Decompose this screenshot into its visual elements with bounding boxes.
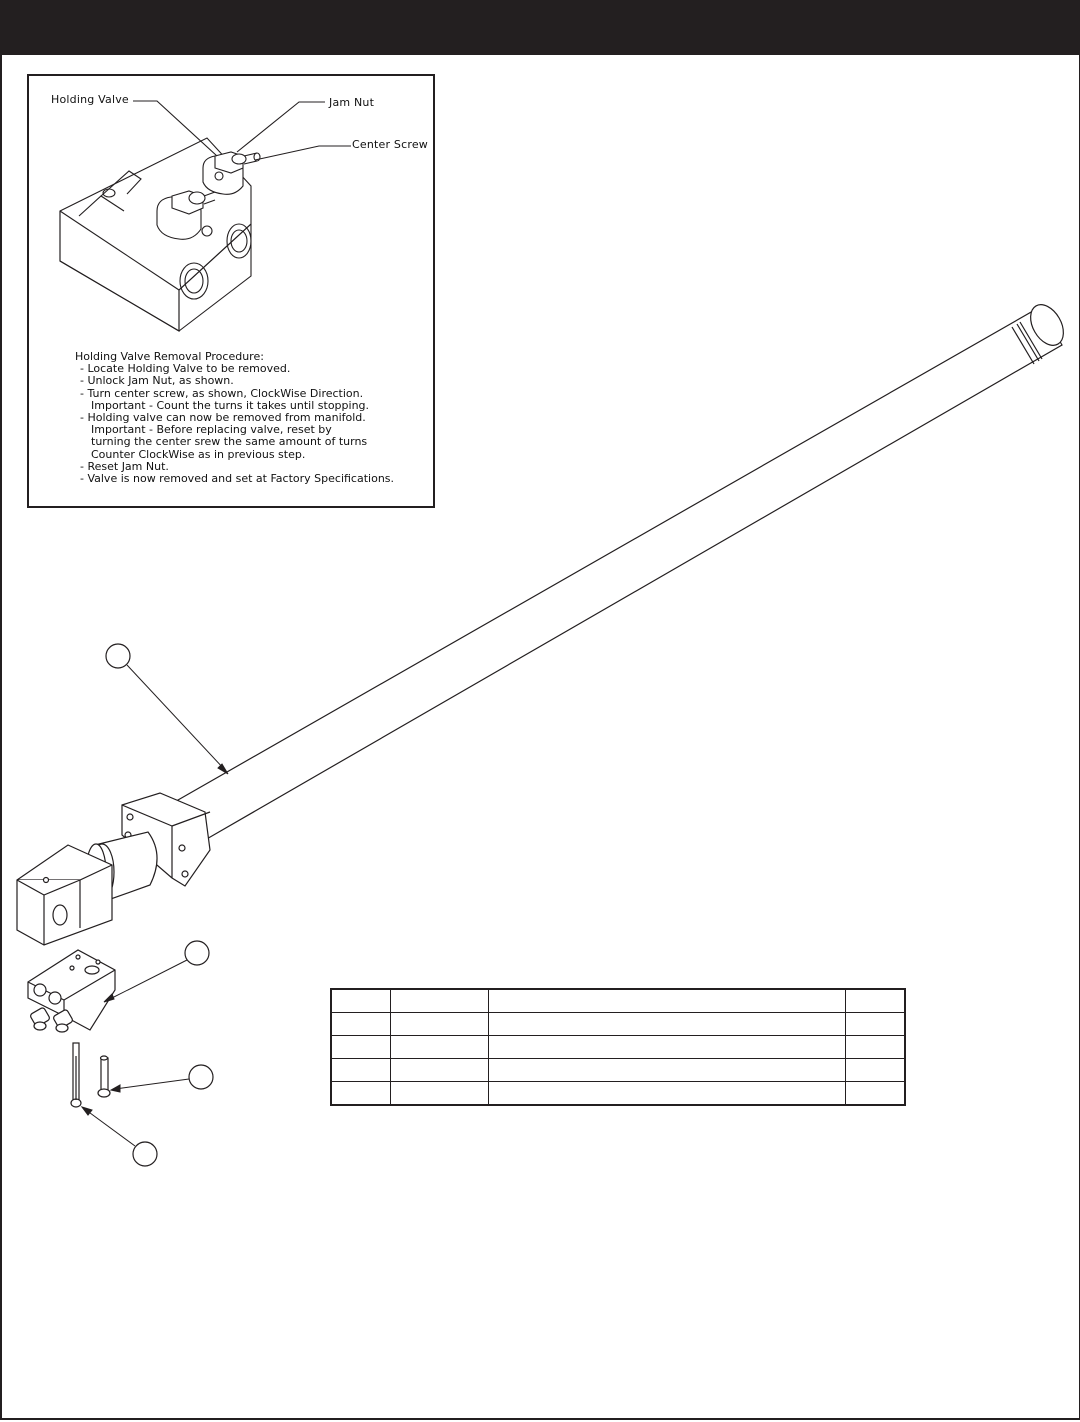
procedure-note: turning the center srew the same amount of turns	[91, 435, 368, 449]
table-cell	[488, 1059, 845, 1082]
table-cell	[390, 1082, 488, 1106]
procedure-step: - Unlock Jam Nut, as shown.	[80, 374, 234, 388]
procedure-note: Important - Count the turns it takes until stopping.	[91, 398, 370, 412]
procedure-note: Important - Before replacing valve, reset by	[91, 423, 332, 437]
table-cell	[331, 1036, 390, 1059]
table-row	[331, 1059, 905, 1082]
table-cell	[488, 1013, 845, 1036]
table-row	[331, 1082, 905, 1106]
table-cell	[845, 1082, 905, 1106]
short-bolt	[101, 1058, 108, 1091]
table-cell	[488, 989, 845, 1013]
table-row	[331, 1036, 905, 1059]
table-cell	[488, 1036, 845, 1059]
table-cell	[845, 989, 905, 1013]
table-row	[331, 1013, 905, 1036]
callout-balloon-3	[189, 1065, 213, 1089]
jam-nut-label: Jam Nut	[329, 96, 375, 109]
callout-balloon-1	[106, 644, 130, 668]
table-cell	[331, 1082, 390, 1106]
table-cell	[331, 989, 390, 1013]
procedure-title: Holding Valve Removal Procedure:	[75, 350, 264, 363]
procedure-step: - Valve is now removed and set at Factory Specifications.	[80, 472, 395, 486]
table-cell	[845, 1036, 905, 1059]
callout-balloon-2	[185, 941, 209, 965]
end-block	[17, 845, 112, 945]
table-row	[331, 989, 905, 1013]
table-cell	[390, 1013, 488, 1036]
cylinder-tube	[178, 307, 1062, 840]
parts-table	[330, 988, 906, 1106]
table-cell	[390, 1059, 488, 1082]
table-cell	[390, 1036, 488, 1059]
table-cell	[331, 1059, 390, 1082]
table-cell	[390, 989, 488, 1013]
procedure-step: - Locate Holding Valve to be removed.	[80, 362, 291, 376]
procedure-step: - Holding valve can now be removed from manifold.	[80, 411, 366, 425]
center-screw-label: Center Screw	[352, 138, 428, 151]
procedure-note: Counter ClockWise as in previous step.	[91, 447, 306, 461]
holding-valve-label: Holding Valve	[51, 93, 129, 106]
table-cell	[845, 1013, 905, 1036]
procedure-step: - Turn center screw, as shown, ClockWise Direction.	[80, 386, 364, 400]
procedure-step: - Reset Jam Nut.	[80, 459, 169, 473]
table-cell	[331, 1013, 390, 1036]
table-cell	[845, 1059, 905, 1082]
callout-balloon-4	[133, 1142, 157, 1166]
table-cell	[488, 1082, 845, 1106]
